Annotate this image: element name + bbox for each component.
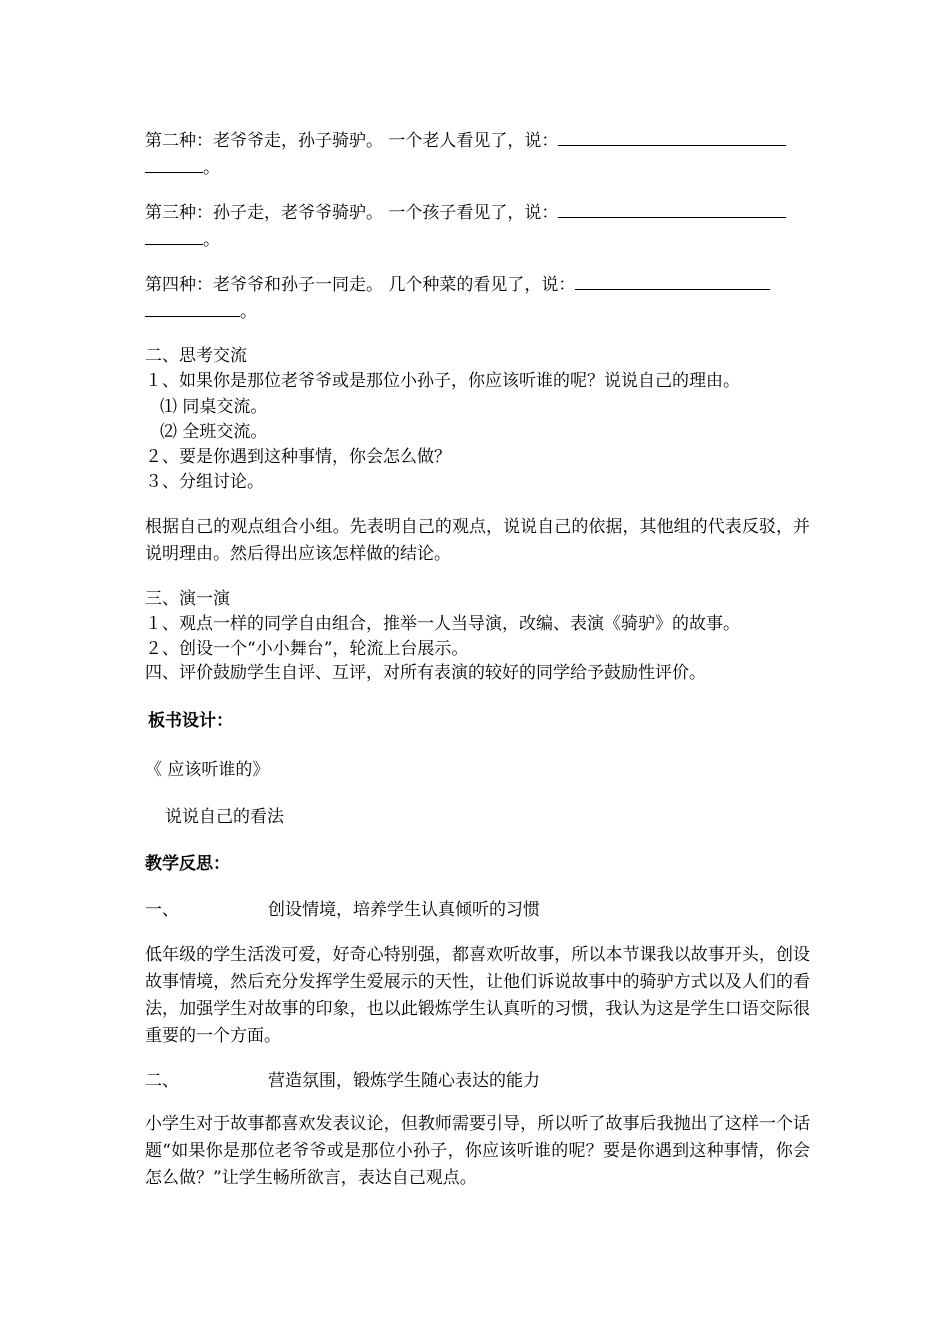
answer-blank: [145, 156, 203, 173]
point2-number: 二、: [145, 1071, 179, 1091]
reflection-point1: [145, 897, 810, 923]
point1-paragraph: 低年级的学生活泼可爱，好奇心特别强，都喜欢听故事，所以本节课我以故事开头，创设故事情境，然后充分发挥学生爱展示的天性，让他们诉说故事中的骑驴方式以及人们的看法，加强学生对故事的印象，也以此锻炼学生认真听的习惯，我认为这是学生口语交际很重要的一个方面。: [145, 945, 810, 1046]
method-second: [145, 128, 810, 154]
method-fourth-cont: 。: [145, 299, 810, 325]
section3-item1: １、观点一样的同学自由组合，推举一人当导演，改编、表演《骑驴》的故事。: [145, 614, 740, 634]
section2-q2: ２、要是你遇到这种事情，你会怎么做？: [145, 447, 451, 467]
point2-title: 营造氛围，锻炼学生随心表达的能力: [268, 1071, 540, 1091]
answer-blank: [145, 300, 240, 317]
section2-q1-a: ⑴ 同桌交流。: [160, 397, 268, 417]
answer-blank: [558, 129, 786, 146]
method-fourth: [145, 272, 810, 298]
point1-title: 创设情境，培养学生认真倾听的习惯: [268, 900, 540, 920]
section2-q1-b: ⑵ 全班交流。: [160, 422, 268, 442]
section3-item2: ２、创设一个“小小舞台”，轮流上台展示。: [145, 639, 469, 659]
method-second-cont: 。: [145, 155, 810, 181]
reflection-heading: 教学反思：: [145, 854, 230, 874]
reflection-point2: [145, 1068, 810, 1094]
section2-q1: １、如果你是那位老爷爷或是那位小孙子，你应该听谁的呢？说说自己的理由。: [145, 371, 740, 391]
section3-heading: 三、演一演: [145, 589, 230, 609]
section4-text: 四、评价鼓励学生自评、互评，对所有表演的较好的同学给予鼓励性评价。: [145, 663, 706, 683]
method-fourth-text: 第四种：老爷爷和孙子一同走。 几个种菜的看见了，说：: [145, 275, 576, 295]
board-heading: 板书设计：: [148, 711, 233, 731]
method-third-cont: 。: [145, 227, 810, 253]
board-title: 《 应该听谁的》: [145, 760, 270, 780]
answer-blank: [575, 273, 770, 290]
section2-heading: 二、思考交流: [145, 346, 247, 366]
method-third: [145, 200, 810, 226]
section2-q3: ３、分组讨论。: [145, 472, 264, 492]
board-subtitle: 说说自己的看法: [165, 807, 284, 827]
section2-paragraph: 根据自己的观点组合小组。先表明自己的观点，说说自己的依据，其他组的代表反驳，并说明理由。然后得出应该怎样做的结论。: [145, 517, 810, 564]
answer-blank: [145, 228, 203, 245]
method-second-text: 第二种：老爷爷走，孙子骑驴。 一个老人看见了，说：: [145, 131, 559, 151]
answer-blank: [558, 201, 786, 218]
point1-number: 一、: [145, 900, 179, 920]
point2-paragraph: 小学生对于故事都喜欢发表议论，但教师需要引导，所以听了故事后我抛出了这样一个话题“如果你是那位老爷爷或是那位小孙子，你应该听谁的呢？要是你遇到这种事情，你会怎么做？”让学生畅所欲言，表达自己观点。: [145, 1114, 810, 1188]
method-third-text: 第三种：孙子走，老爷爷骑驴。 一个孩子看见了，说：: [145, 203, 559, 223]
